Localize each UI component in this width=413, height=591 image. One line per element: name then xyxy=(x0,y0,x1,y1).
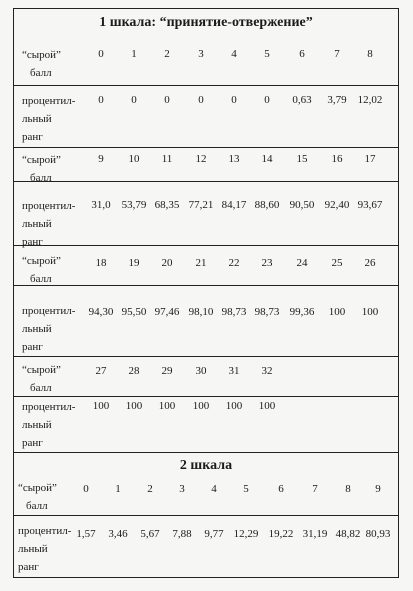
raw-score-cell: 5 xyxy=(243,483,249,495)
raw-score-cell: 11 xyxy=(161,153,173,165)
percentile-rank-label: процентил- льный ранг xyxy=(22,401,76,449)
percentile-cell: 0 xyxy=(98,94,104,106)
raw-score-cell: 14 xyxy=(261,153,273,165)
raw-score-cell: 2 xyxy=(147,483,153,495)
percentile-cell: 31,0 xyxy=(91,199,111,211)
raw-score-cell: 31 xyxy=(228,365,240,377)
percentile-cell: 12,02 xyxy=(357,94,383,106)
percentile-cell: 100 xyxy=(192,400,210,412)
percentile-cell: 3,46 xyxy=(108,528,128,540)
raw-score-cell: 16 xyxy=(331,153,343,165)
scale1-title: 1 шкала: “принятие-отвержение” xyxy=(99,15,313,30)
raw-score-cell: 15 xyxy=(296,153,308,165)
percentile-cell: 94,30 xyxy=(88,306,114,318)
raw-score-cell: 1 xyxy=(115,483,121,495)
row-divider xyxy=(13,356,399,357)
raw-score-cell: 6 xyxy=(299,48,305,60)
row-divider xyxy=(13,181,399,182)
percentile-cell: 97,46 xyxy=(154,306,180,318)
raw-score-cell: 19 xyxy=(128,257,140,269)
percentile-cell: 100 xyxy=(92,400,110,412)
percentile-cell: 92,40 xyxy=(324,199,350,211)
row-divider xyxy=(13,85,399,86)
raw-score-cell: 3 xyxy=(179,483,185,495)
percentile-cell: 95,50 xyxy=(121,306,147,318)
percentile-rank-label: процентил- льный ранг xyxy=(18,525,72,573)
raw-score-cell: 2 xyxy=(164,48,170,60)
scale2-title: 2 шкала xyxy=(179,458,233,473)
raw-score-cell: 12 xyxy=(195,153,207,165)
raw-score-cell: 22 xyxy=(228,257,240,269)
raw-score-cell: 21 xyxy=(195,257,207,269)
raw-score-cell: 9 xyxy=(98,153,104,165)
raw-score-cell: 17 xyxy=(364,153,376,165)
raw-score-label: “сырой” балл xyxy=(22,49,61,79)
percentile-cell: 9,77 xyxy=(204,528,224,540)
raw-score-cell: 26 xyxy=(364,257,376,269)
percentile-cell: 31,19 xyxy=(302,528,328,540)
percentile-rank-label: процентил- льный ранг xyxy=(22,305,76,353)
percentile-cell: 84,17 xyxy=(221,199,247,211)
raw-score-cell: 0 xyxy=(98,48,104,60)
raw-score-cell: 7 xyxy=(334,48,340,60)
percentile-cell: 5,67 xyxy=(140,528,160,540)
raw-score-cell: 3 xyxy=(198,48,204,60)
percentile-cell: 98,10 xyxy=(188,306,214,318)
raw-score-label: “сырой” балл xyxy=(22,154,61,184)
row-divider xyxy=(13,147,399,148)
percentile-cell: 1,57 xyxy=(76,528,96,540)
raw-score-cell: 24 xyxy=(296,257,308,269)
percentile-rank-label: процентил- льный ранг xyxy=(22,95,76,143)
percentile-cell: 80,93 xyxy=(365,528,391,540)
percentile-cell: 3,79 xyxy=(327,94,347,106)
raw-score-cell: 20 xyxy=(161,257,173,269)
raw-score-cell: 18 xyxy=(95,257,107,269)
raw-score-label: “сырой” балл xyxy=(22,364,61,394)
raw-score-cell: 0 xyxy=(83,483,89,495)
raw-score-cell: 13 xyxy=(228,153,240,165)
raw-score-cell: 10 xyxy=(128,153,140,165)
percentile-cell: 100 xyxy=(225,400,243,412)
raw-score-cell: 1 xyxy=(131,48,137,60)
percentile-cell: 53,79 xyxy=(121,199,147,211)
percentile-cell: 88,60 xyxy=(254,199,280,211)
percentile-cell: 48,82 xyxy=(335,528,361,540)
percentile-cell: 98,73 xyxy=(221,306,247,318)
percentile-cell: 100 xyxy=(125,400,143,412)
percentile-cell: 93,67 xyxy=(357,199,383,211)
row-divider xyxy=(13,396,399,397)
raw-score-cell: 29 xyxy=(161,365,173,377)
raw-score-cell: 4 xyxy=(211,483,217,495)
raw-score-cell: 8 xyxy=(367,48,373,60)
row-divider xyxy=(13,452,399,453)
percentile-cell: 0 xyxy=(231,94,237,106)
row-divider xyxy=(13,515,399,516)
percentile-cell: 98,73 xyxy=(254,306,280,318)
percentile-cell: 0 xyxy=(198,94,204,106)
raw-score-cell: 6 xyxy=(278,483,284,495)
raw-score-cell: 23 xyxy=(261,257,273,269)
raw-score-cell: 27 xyxy=(95,365,107,377)
raw-score-label: “сырой” балл xyxy=(22,255,61,285)
percentile-cell: 68,35 xyxy=(154,199,180,211)
percentile-cell: 100 xyxy=(361,306,379,318)
percentile-cell: 99,36 xyxy=(289,306,315,318)
percentile-cell: 100 xyxy=(158,400,176,412)
percentile-cell: 90,50 xyxy=(289,199,315,211)
percentile-cell: 12,29 xyxy=(233,528,259,540)
raw-score-cell: 32 xyxy=(261,365,273,377)
percentile-cell: 100 xyxy=(328,306,346,318)
percentile-cell: 0 xyxy=(264,94,270,106)
percentile-cell: 19,22 xyxy=(268,528,294,540)
raw-score-cell: 28 xyxy=(128,365,140,377)
raw-score-cell: 25 xyxy=(331,257,343,269)
raw-score-label: “сырой” балл xyxy=(18,482,57,512)
raw-score-cell: 5 xyxy=(264,48,270,60)
percentile-cell: 77,21 xyxy=(188,199,214,211)
row-divider xyxy=(13,285,399,286)
percentile-cell: 0 xyxy=(164,94,170,106)
raw-score-cell: 4 xyxy=(231,48,237,60)
percentile-cell: 7,88 xyxy=(172,528,192,540)
percentile-cell: 0,63 xyxy=(292,94,312,106)
raw-score-cell: 7 xyxy=(312,483,318,495)
percentile-cell: 100 xyxy=(258,400,276,412)
raw-score-cell: 30 xyxy=(195,365,207,377)
percentile-cell: 0 xyxy=(131,94,137,106)
raw-score-cell: 9 xyxy=(375,483,381,495)
percentile-rank-label: процентил- льный ранг xyxy=(22,200,76,248)
raw-score-cell: 8 xyxy=(345,483,351,495)
